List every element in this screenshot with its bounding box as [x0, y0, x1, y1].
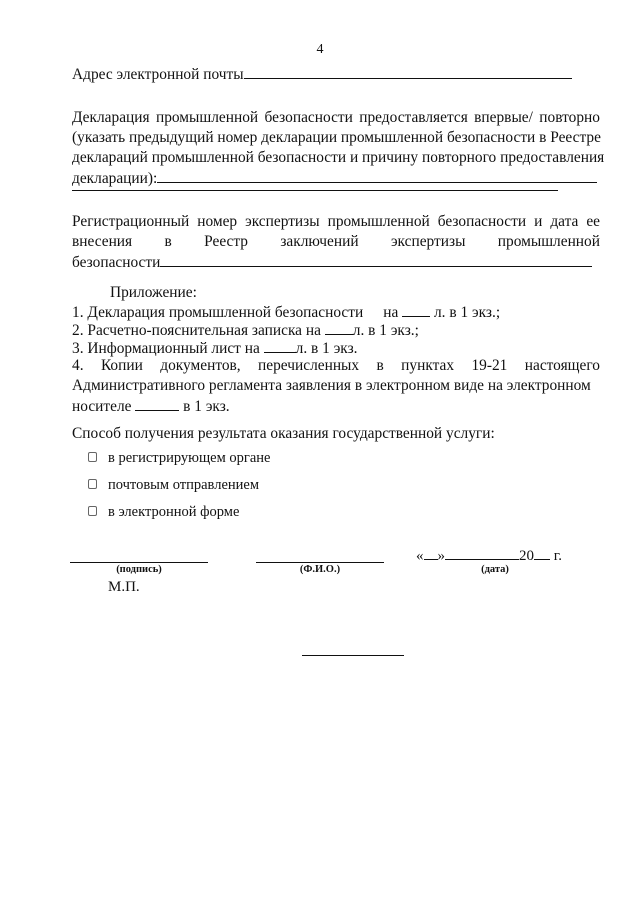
delivery-option-3-label: в электронной форме — [108, 504, 240, 520]
date-field — [416, 545, 586, 566]
registration-line-2 — [72, 232, 600, 252]
name-line[interactable] — [256, 562, 384, 563]
email-line — [72, 64, 600, 85]
date-open-quote: « — [416, 548, 424, 564]
registration-line-3 — [72, 252, 600, 273]
delivery-heading: Способ получения результата оказания государственной услуги: — [72, 425, 495, 442]
stamp-label: М.П. — [108, 579, 140, 595]
declaration-line-2: (указать предыдущий номер декларации промышленной безопасности в Реестре — [72, 129, 601, 146]
attachment-word: 4. — [72, 357, 84, 374]
attachment-word: перечисленных — [258, 357, 360, 374]
registration-word: Реестр — [204, 233, 248, 250]
registration-word: в — [164, 233, 172, 250]
date-month-blank[interactable] — [445, 545, 519, 560]
date-caption: (дата) — [481, 564, 509, 575]
date-year-suffix: г. — [553, 548, 562, 564]
delivery-option-2-label: почтовым отправлением — [108, 477, 260, 493]
attachment-item-4-line-3 — [72, 396, 600, 417]
registration-word: внесения — [72, 233, 133, 250]
attachment-word: в — [376, 357, 384, 374]
registration-word: экспертизы — [390, 233, 466, 250]
delivery-option-2-checkbox[interactable] — [88, 479, 97, 489]
attachment-item-1-suffix: л. в 1 экз.; — [434, 304, 501, 321]
attachment-item-1-text: 1. Декларация промышленной безопасности — [72, 304, 364, 321]
attachment-item-4-blank[interactable] — [135, 396, 179, 411]
date-close-quote: » — [437, 548, 445, 564]
declaration-word: промышленной — [155, 109, 259, 126]
signature-caption: (подпись) — [116, 564, 162, 575]
declaration-line-4 — [72, 168, 600, 189]
attachment-word: пунктах — [401, 357, 455, 374]
declaration-word: безопасности — [264, 109, 353, 126]
declaration-line-1 — [72, 108, 600, 128]
registration-blank[interactable] — [160, 252, 592, 267]
registration-word: и — [534, 213, 543, 230]
attachment-item-4-prefix: носителе — [72, 398, 132, 415]
email-blank[interactable] — [244, 64, 572, 79]
declaration-word: впервые/ — [474, 109, 533, 126]
registration-word: промышленной — [327, 213, 430, 230]
declaration-label: декларации): — [72, 170, 158, 187]
attachment-item-3-text: 3. Информационный лист на — [72, 340, 260, 357]
registration-word: ее — [586, 213, 600, 230]
date-day-blank[interactable] — [424, 545, 438, 560]
signature-line[interactable] — [70, 562, 208, 563]
attachment-item-4-line-1 — [72, 356, 600, 376]
delivery-option-1-checkbox[interactable] — [88, 452, 97, 462]
registration-word: заключений — [280, 233, 359, 250]
delivery-option-3-checkbox[interactable] — [88, 506, 97, 516]
registration-line-1 — [72, 212, 600, 232]
closing-separator — [302, 655, 404, 656]
declaration-word: повторно — [539, 109, 600, 126]
registration-word: безопасности — [437, 213, 527, 230]
declaration-blank-line-2[interactable] — [72, 190, 558, 191]
declaration-word: Декларация — [72, 109, 150, 126]
attachment-item-2-text: 2. Расчетно-пояснительная записка на — [72, 322, 321, 339]
declaration-line-3: деклараций промышленной безопасности и причину повторного предоставления — [72, 149, 605, 166]
declaration-blank[interactable] — [157, 168, 597, 183]
date-year-blank[interactable] — [534, 545, 550, 560]
attachment-item-1-on: на — [383, 304, 399, 321]
registration-label: безопасности — [72, 254, 161, 271]
attachment-item-2-suffix: л. в 1 экз.; — [352, 322, 419, 339]
attachment-word: документов, — [160, 357, 241, 374]
attachment-item-2-blank[interactable] — [325, 320, 353, 335]
attachment-item-4-line-2: Административного регламента заявления в электронном виде на электронном — [72, 377, 591, 394]
delivery-option-1-label: в регистрирующем органе — [108, 450, 271, 466]
attachment-word: настоящего — [524, 357, 600, 374]
registration-word: промышленной — [497, 233, 600, 250]
attachments-heading: Приложение: — [110, 284, 197, 301]
attachment-item-4-suffix: в 1 экз. — [183, 398, 230, 415]
name-caption: (Ф.И.О.) — [299, 564, 341, 575]
page-number: 4 — [316, 42, 324, 57]
registration-word: Регистрационный — [72, 213, 190, 230]
email-label: Адрес электронной почты — [72, 66, 244, 83]
attachment-item-3-blank[interactable] — [264, 338, 296, 353]
attachment-word: 19-21 — [471, 357, 508, 374]
registration-word: номер — [197, 213, 238, 230]
registration-word: экспертизы — [245, 213, 320, 230]
date-year-prefix: 20 — [519, 548, 534, 564]
attachment-item-1-blank[interactable] — [402, 302, 430, 317]
registration-word: дата — [550, 213, 579, 230]
attachment-word: Копии — [100, 357, 143, 374]
declaration-word: предоставляется — [359, 109, 468, 126]
attachment-item-3-suffix: л. в 1 экз. — [295, 340, 358, 357]
